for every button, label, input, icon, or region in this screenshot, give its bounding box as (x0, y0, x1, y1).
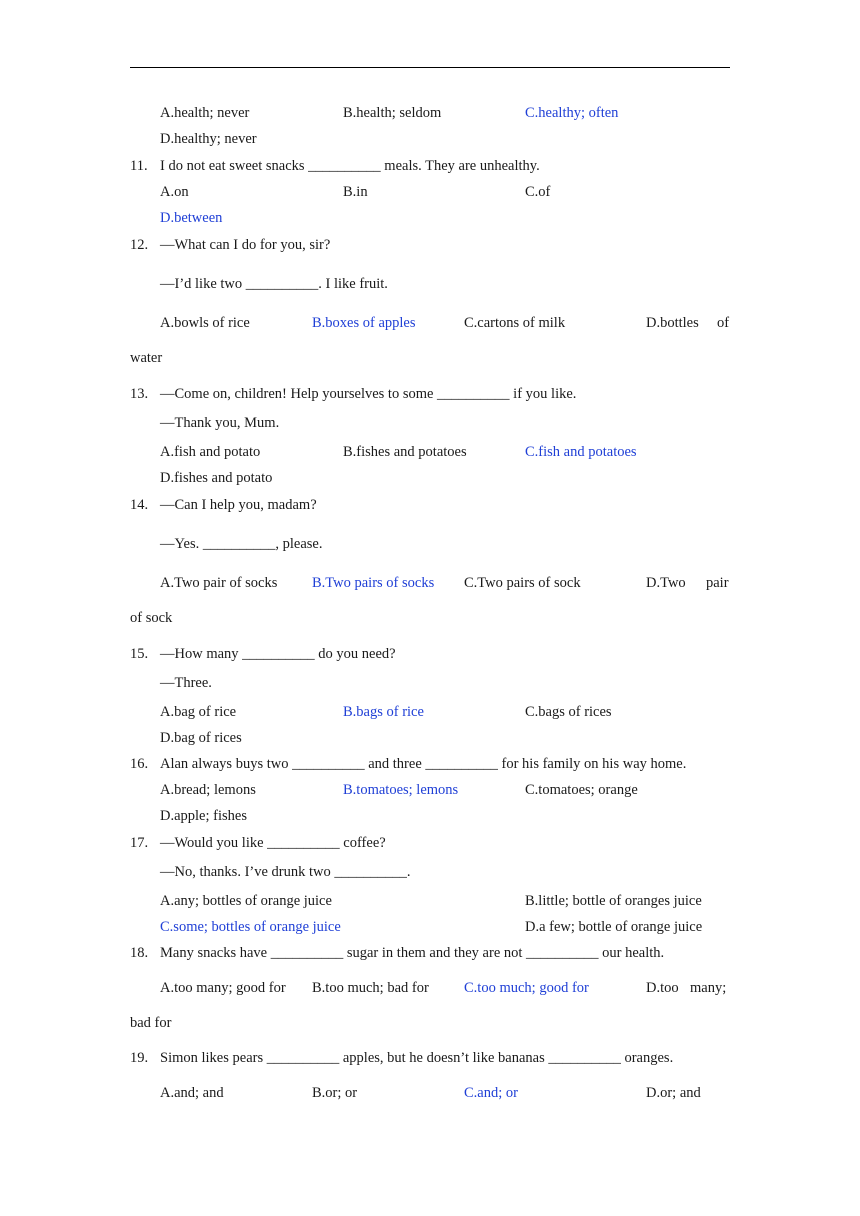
option-c-answer: C.and; or (464, 1085, 518, 1101)
question-stem: Alan always buys two __________ and three __________ for his family on his way home. (160, 756, 687, 772)
option-a: A.Two pair of socks (160, 575, 278, 591)
option-d: D.healthy; never (160, 131, 257, 147)
dialogue-line-2: —No, thanks. I’ve drunk two __________. (160, 864, 411, 880)
option-b: B.little; bottle of oranges juice (525, 893, 702, 909)
question-stem: I do not eat sweet snacks __________ meals. They are unhealthy. (160, 158, 540, 174)
option-c: C.cartons of milk (464, 315, 566, 331)
option-a: A.health; never (160, 105, 250, 121)
header-rule (130, 67, 730, 68)
option-d-part3: of sock (130, 610, 173, 626)
option-c-answer: C.some; bottles of orange juice (160, 919, 341, 935)
option-b-answer: B.bags of rice (343, 704, 424, 720)
question-stem: Simon likes pears __________ apples, but he doesn’t like bananas __________ oranges. (160, 1050, 674, 1066)
option-c-answer: C.fish and potatoes (525, 444, 637, 460)
option-a: A.bowls of rice (160, 315, 250, 331)
option-c-answer: C.too much; good for (464, 980, 589, 996)
question-number: 16. (130, 756, 149, 772)
question-number: 13. (130, 386, 149, 402)
option-d-part3: bad for (130, 1015, 172, 1031)
option-d: D.bag of rices (160, 730, 242, 746)
option-b-answer: B.boxes of apples (312, 315, 416, 331)
option-c: C.bags of rices (525, 704, 612, 720)
question-number: 18. (130, 945, 149, 961)
option-b: B.or; or (312, 1085, 358, 1101)
option-a: A.bread; lemons (160, 782, 256, 798)
option-a: A.bag of rice (160, 704, 237, 720)
option-d: D.fishes and potato (160, 470, 273, 486)
option-c: C.Two pairs of sock (464, 575, 581, 591)
question-number: 11. (130, 158, 148, 174)
question-number: 14. (130, 497, 149, 513)
option-a: A.and; and (160, 1085, 224, 1101)
option-a: A.on (160, 184, 189, 200)
dialogue-line-1: —Would you like __________ coffee? (160, 835, 386, 851)
option-d-part2: many; (690, 980, 727, 996)
option-d: D.or; and (646, 1085, 701, 1101)
option-c-answer: C.healthy; often (525, 105, 619, 121)
dialogue-line-1: —Come on, children! Help yourselves to some __________ if you like. (160, 386, 577, 402)
dialogue-line-1: —How many __________ do you need? (160, 646, 396, 662)
question-number: 12. (130, 237, 149, 253)
question-number: 17. (130, 835, 149, 851)
option-c: C.of (525, 184, 551, 200)
question-number: 19. (130, 1050, 149, 1066)
option-d: D.apple; fishes (160, 808, 247, 824)
option-a: A.too many; good for (160, 980, 286, 996)
option-b-answer: B.tomatoes; lemons (343, 782, 459, 798)
option-a: A.any; bottles of orange juice (160, 893, 332, 909)
dialogue-line-2: —Thank you, Mum. (160, 415, 280, 431)
option-d: D.a few; bottle of orange juice (525, 919, 703, 935)
option-d-part1: D.too (646, 980, 679, 996)
dialogue-line-2: —I’d like two __________. I like fruit. (160, 276, 388, 292)
option-d-part3: water (130, 350, 163, 366)
dialogue-line-2: —Three. (160, 675, 212, 691)
option-b: B.fishes and potatoes (343, 444, 467, 460)
dialogue-line-2: —Yes. __________, please. (160, 536, 323, 552)
option-b: B.too much; bad for (312, 980, 429, 996)
option-b-answer: B.Two pairs of socks (312, 575, 435, 591)
option-d-part2: pair (706, 575, 729, 591)
option-d-part2: of (717, 315, 730, 331)
option-b: B.health; seldom (343, 105, 442, 121)
dialogue-line-1: —Can I help you, madam? (160, 497, 317, 513)
dialogue-line-1: —What can I do for you, sir? (160, 237, 331, 253)
option-d-answer: D.between (160, 210, 223, 226)
option-c: C.tomatoes; orange (525, 782, 638, 798)
question-number: 15. (130, 646, 149, 662)
option-a: A.fish and potato (160, 444, 261, 460)
question-stem: Many snacks have __________ sugar in them and they are not __________ our health. (160, 945, 665, 961)
option-d-part1: D.Two (646, 575, 686, 591)
option-d-part1: D.bottles (646, 315, 699, 331)
option-b: B.in (343, 184, 368, 200)
